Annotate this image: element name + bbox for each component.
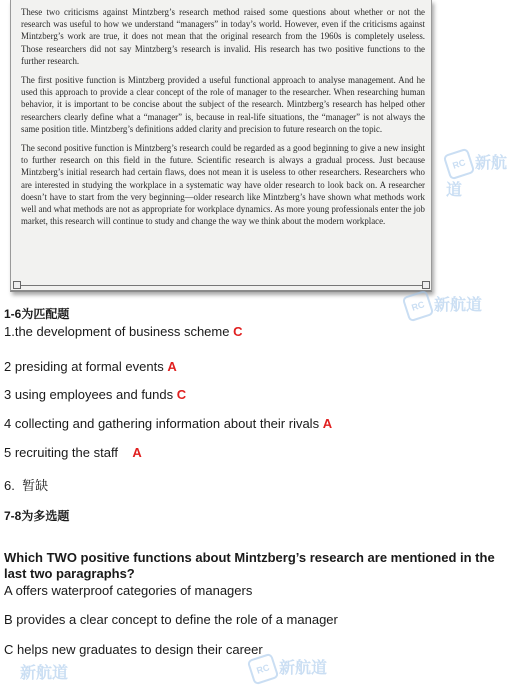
watermark-badge-icon: RC: [443, 147, 476, 180]
matching-item-2: 2 presiding at formal events A: [4, 359, 177, 374]
watermark-badge-icon: RC: [247, 652, 280, 685]
option-a: A offers waterproof categories of managers: [4, 583, 253, 598]
multi-question: Which TWO positive functions about Mintzberg’s research are mentioned in the last two paragraphs?: [4, 550, 495, 581]
passage-paragraph-3: The second positive function is Mintzberg’s research could be regarded as a good beginning to give a new insight to further research on this field in the future. Scientific research is always a gradual process. Just because Mintzberg’s initial research had certain flaws, does not mean it is useless to other researchers. Researchers who are interested in studying the workplace in a systematic way have older research to look back on. A researcher doesn’t have to start from the very beginning—older research like Mintzberg’s have shown what methods work well and what methods are not as appropriate for workplace dynamics. As more young professionals enter the job market, this research will continue to study and change the way we think about the modern workplace.: [21, 143, 425, 227]
option-b: B provides a clear concept to define the role of a manager: [4, 612, 338, 627]
answer-2: A: [167, 359, 177, 374]
multi-heading: 7-8为多选题: [4, 509, 70, 523]
divider: [15, 285, 428, 286]
answer-1: C: [233, 324, 243, 339]
matching-item-5: 5 recruiting the staff A: [4, 445, 142, 460]
watermark-logo: 新航道: [20, 665, 69, 682]
answer-5: A: [132, 445, 142, 460]
watermark-logo: RC 新航道: [405, 292, 482, 319]
passage-paragraph-1: These two criticisms against Mintzberg’s research method raised some questions about whether or not the research was useful to how we understand “managers” in today’s world. However, even if the criticisms against Mintzberg’s work are true, it does not mean that the original research from the 1960s is completely useless. Those researchers did not say Mintzberg’s research is invalid. His research has two positive functions to the further research.: [21, 7, 425, 66]
matching-item-3: 3 using employees and funds C: [4, 387, 187, 402]
matching-item-1: 1.the development of business scheme C: [4, 324, 243, 339]
matching-heading: 1-6为匹配题: [4, 307, 70, 321]
matching-item-6: 6. 暂缺: [4, 478, 49, 493]
answer-3: C: [176, 387, 187, 402]
corner-mark-left: [13, 281, 21, 289]
passage-scan: [10, 0, 432, 292]
watermark-badge-icon: RC: [402, 289, 435, 322]
matching-item-4: 4 collecting and gathering information about their rivals A: [4, 416, 333, 431]
passage-paragraph-2: The first positive function is Mintzberg provided a useful functional approach to analyse management. And he used this approach to provide a clear concept of the role of manager to the researcher. When researching human behavior, it is important to be concise about the subject of the research. Mintzberg’s research has helped other researchers clearly define what a “manager” is, because in real-life situations, the “manager” is not always the same position title. Mintzberg’s definitions added clarity and precision to future research on the topic.: [21, 75, 425, 134]
watermark-logo: RC 新航道: [250, 655, 327, 682]
corner-mark-right: [422, 281, 430, 289]
watermark-logo: RC 新航道: [446, 150, 515, 200]
option-c: C helps new graduates to design their career: [4, 642, 263, 657]
answer-4: A: [322, 416, 333, 431]
